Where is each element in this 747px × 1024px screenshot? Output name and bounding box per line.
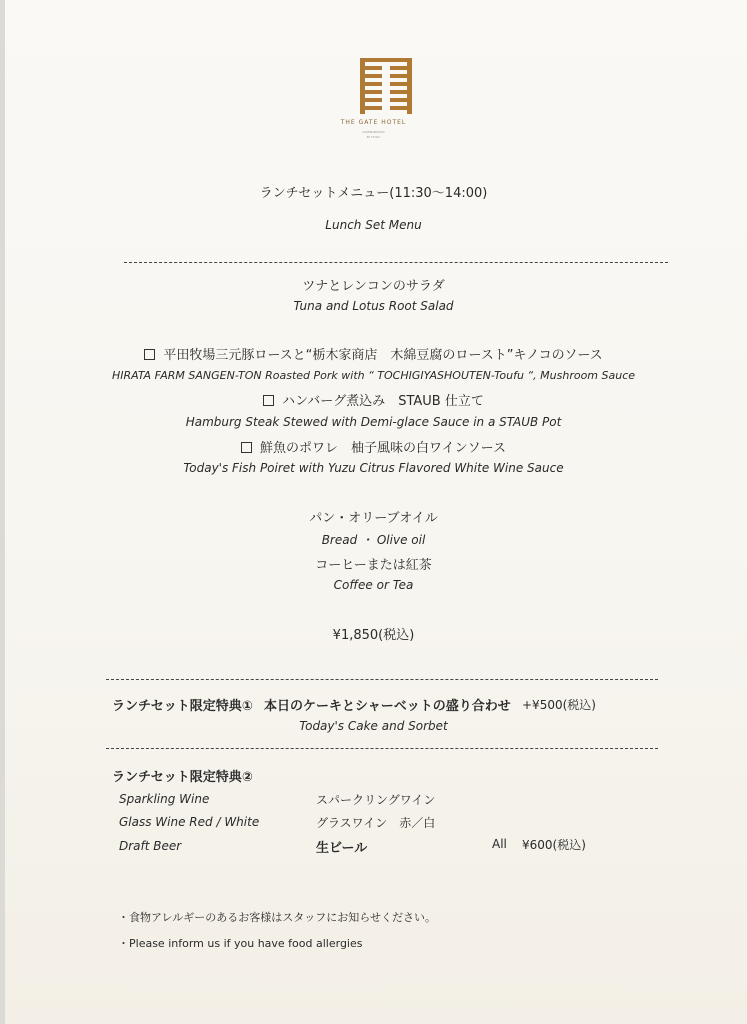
checkbox-icon bbox=[144, 349, 155, 360]
special1-item-en: Today's Cake and Sorbet bbox=[299, 719, 448, 733]
main-3-jp: 鮮魚のポワレ 柚子風味の白ワインソース bbox=[0, 437, 747, 456]
main-1-jp: 平田牧場三元豚ロースと“栃木家商店 木綿豆腐のロースト”キノコのソース bbox=[0, 344, 747, 363]
bread-en: Bread ・ Olive oil bbox=[321, 533, 426, 547]
divider-top bbox=[124, 262, 668, 263]
salad-en: Tuna and Lotus Root Salad bbox=[293, 299, 454, 313]
gate-hotel-logo bbox=[358, 56, 414, 114]
special1-price: +¥500(税込) bbox=[522, 698, 596, 712]
set-price: ¥1,850(税込) bbox=[332, 628, 415, 643]
menu-title-en: Lunch Set Menu bbox=[325, 218, 422, 232]
hotel-sub2: BY HULIC bbox=[366, 135, 381, 139]
drink-row-3-en: Draft Beer bbox=[119, 839, 182, 853]
allergy-note-en: ・Please inform us if you have food allergies bbox=[118, 937, 363, 950]
special2-label: ランチセット限定特典② bbox=[112, 770, 253, 785]
main-2-en: Hamburg Steak Stewed with Demi-glace Sauce in a STAUB Pot bbox=[185, 415, 562, 429]
main-2-jp: ハンバーグ煮込み STAUB 仕立て bbox=[0, 390, 747, 409]
divider-special1 bbox=[106, 679, 658, 680]
special1-item-jp: 本日のケーキとシャーベットの盛り合わせ bbox=[264, 699, 511, 714]
drink-row-1-en: Sparkling Wine bbox=[119, 792, 210, 806]
all-label: All bbox=[492, 837, 507, 851]
hotel-name: THE GATE HOTEL bbox=[340, 119, 407, 126]
drink-jp: コーヒーまたは紅茶 bbox=[315, 558, 432, 573]
bread-jp: パン・オリーブオイル bbox=[309, 511, 438, 526]
drink-en: Coffee or Tea bbox=[333, 578, 414, 592]
drink-row-2-en: Glass Wine Red / White bbox=[119, 815, 260, 829]
drink-row-2-jp: グラスワイン 赤／白 bbox=[316, 816, 436, 830]
special1-label: ランチセット限定特典① bbox=[112, 699, 253, 714]
checkbox-icon bbox=[241, 442, 252, 453]
drink-row-1-jp: スパークリングワイン bbox=[316, 793, 436, 807]
menu-title-jp: ランチセットメニュー(11:30〜14:00) bbox=[259, 186, 488, 201]
allergy-note-jp: ・食物アレルギーのあるお客様はスタッフにお知らせください。 bbox=[118, 911, 436, 924]
main-1-en: HIRATA FARM SANGEN-TON Roasted Pork with “ TOCHIGIYASHOUTEN-Toufu “, Mushroom Sauce bbox=[111, 369, 636, 382]
special2-price: ¥600(税込) bbox=[522, 838, 586, 852]
divider-special2 bbox=[106, 748, 658, 749]
salad-jp: ツナとレンコンのサラダ bbox=[302, 279, 445, 294]
drink-row-3-jp: 生ビール bbox=[316, 841, 368, 856]
main-3-en: Today's Fish Poiret with Yuzu Citrus Flavored White Wine Sauce bbox=[183, 461, 564, 475]
checkbox-icon bbox=[263, 395, 274, 406]
hotel-sub1: KAMINARIMON bbox=[362, 130, 385, 134]
